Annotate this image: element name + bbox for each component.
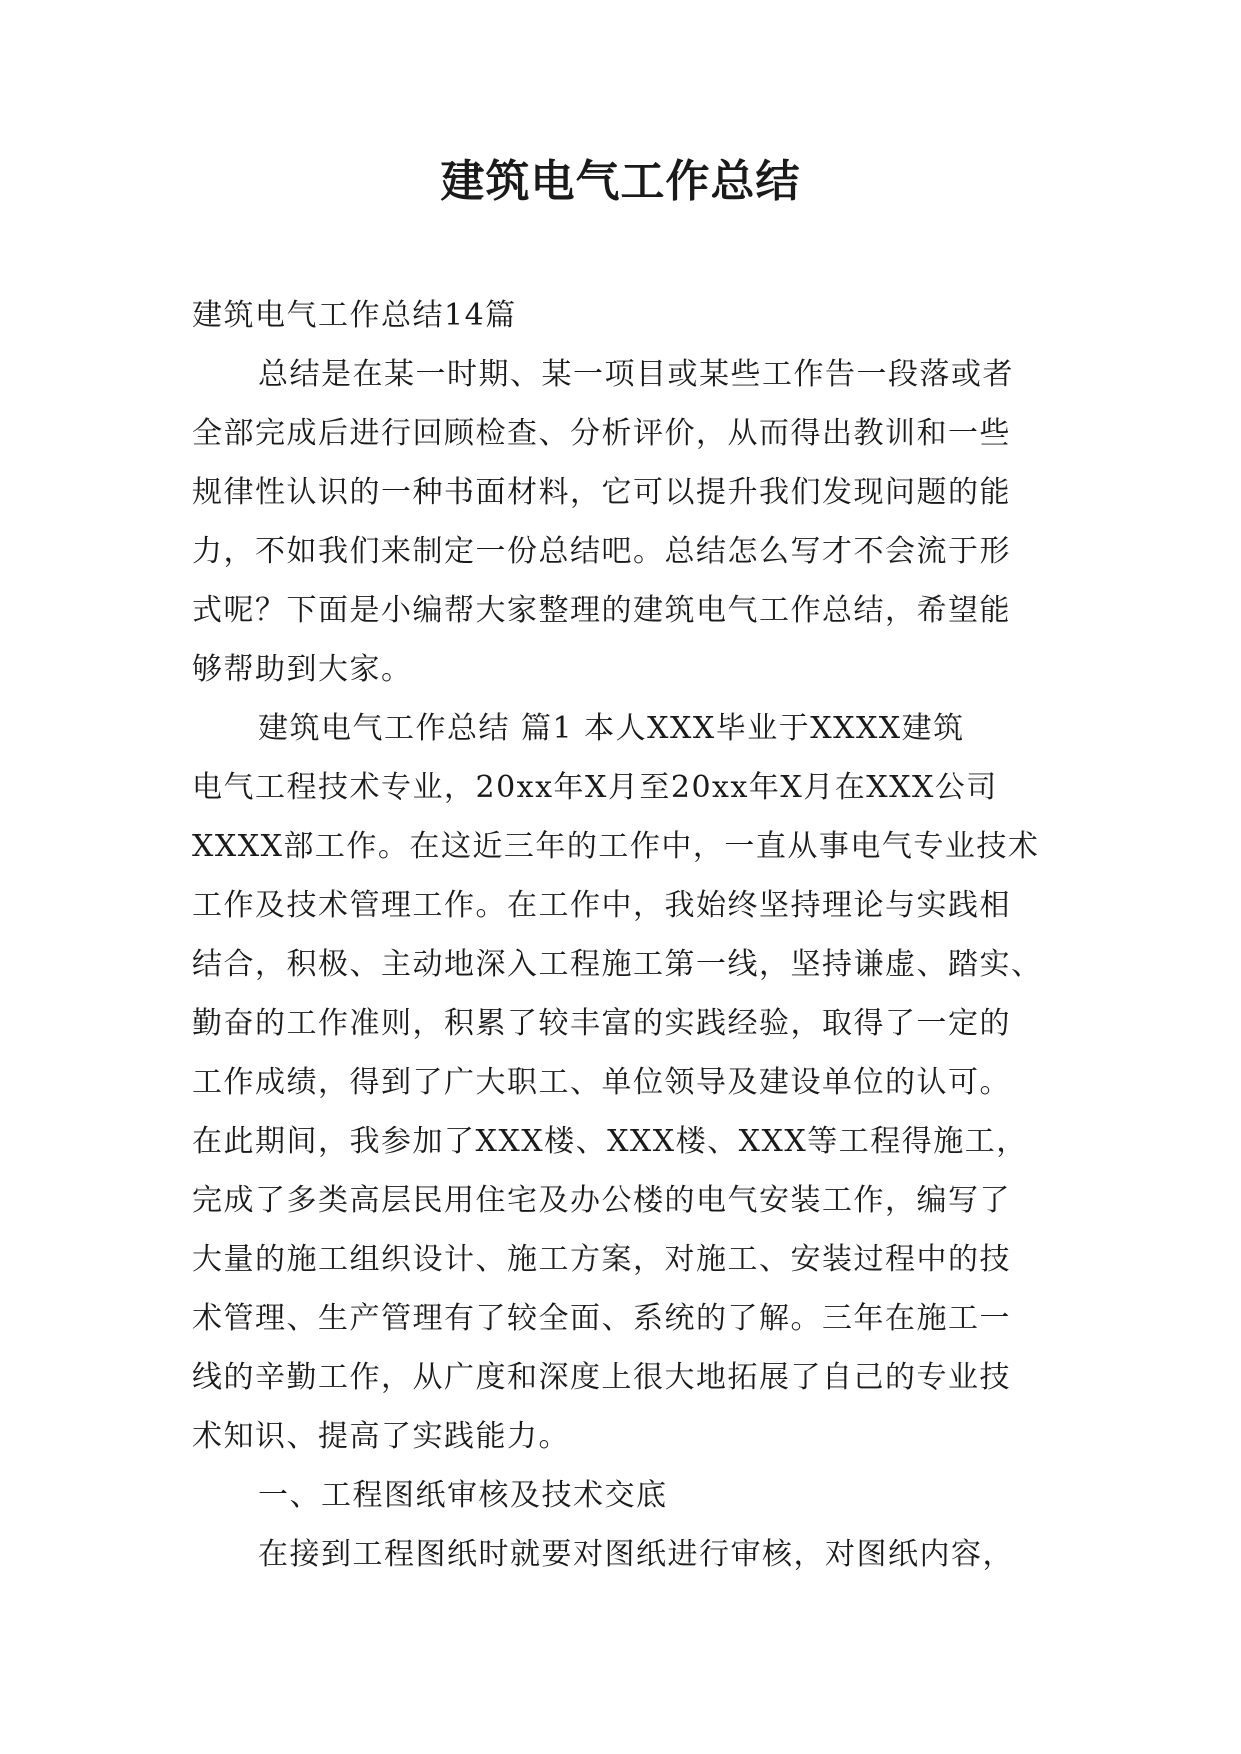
text-line: 工作成绩，得到了广大职工、单位领导及建设单位的认可。: [192, 1065, 1011, 1100]
document-body: [192, 286, 1072, 1584]
text-line: XXXX部工作。在这近三年的工作中，一直从事电气专业技术: [192, 829, 1040, 864]
text-line: 结合，积极、主动地深入工程施工第一线，坚持谦虚、踏实、: [192, 947, 1043, 982]
text-line: 在接到工程图纸时就要对图纸进行审核，对图纸内容，: [258, 1537, 1014, 1572]
text-line: 线的辛勤工作，从广度和深度上很大地拓展了自己的专业技: [192, 1360, 1011, 1395]
text-line: 够帮助到大家。: [192, 652, 413, 687]
document-title: 建筑电气工作总结: [440, 156, 801, 207]
text-line: 一、工程图纸审核及技术交底: [258, 1478, 668, 1513]
text-line: 建筑电气工作总结14篇: [192, 298, 517, 333]
text-line: 术管理、生产管理有了较全面、系统的了解。三年在施工一: [192, 1301, 1011, 1336]
text-line: 总结是在某一时期、某一项目或某些工作告一段落或者: [258, 357, 1014, 392]
text-line: 勤奋的工作准则，积累了较丰富的实践经验，取得了一定的: [192, 1006, 1011, 1041]
text-line: 规律性认识的一种书面材料，它可以提升我们发现问题的能: [192, 475, 1011, 510]
text-line: 力，不如我们来制定一份总结吧。总结怎么写才不会流于形: [192, 534, 1011, 569]
text-line: 电气工程技术专业，20xx年X月至20xx年X月在XXX公司: [192, 770, 998, 805]
text-line: 式呢？下面是小编帮大家整理的建筑电气工作总结，希望能: [192, 593, 1011, 628]
text-line: 术知识、提高了实践能力。: [192, 1419, 570, 1454]
text-line: 在此期间，我参加了XXX楼、XXX楼、XXX等工程得施工，: [192, 1124, 1028, 1159]
text-line: 大量的施工组织设计、施工方案，对施工、安装过程中的技: [192, 1242, 1011, 1277]
text-line: 工作及技术管理工作。在工作中，我始终坚持理论与实践相: [192, 888, 1011, 923]
text-line: 完成了多类高层民用住宅及办公楼的电气安装工作，编写了: [192, 1183, 1011, 1218]
text-line: 建筑电气工作总结 篇1 本人XXX毕业于XXXX建筑: [258, 711, 965, 746]
text-line: 全部完成后进行回顾检查、分析评价，从而得出教训和一些: [192, 416, 1011, 451]
